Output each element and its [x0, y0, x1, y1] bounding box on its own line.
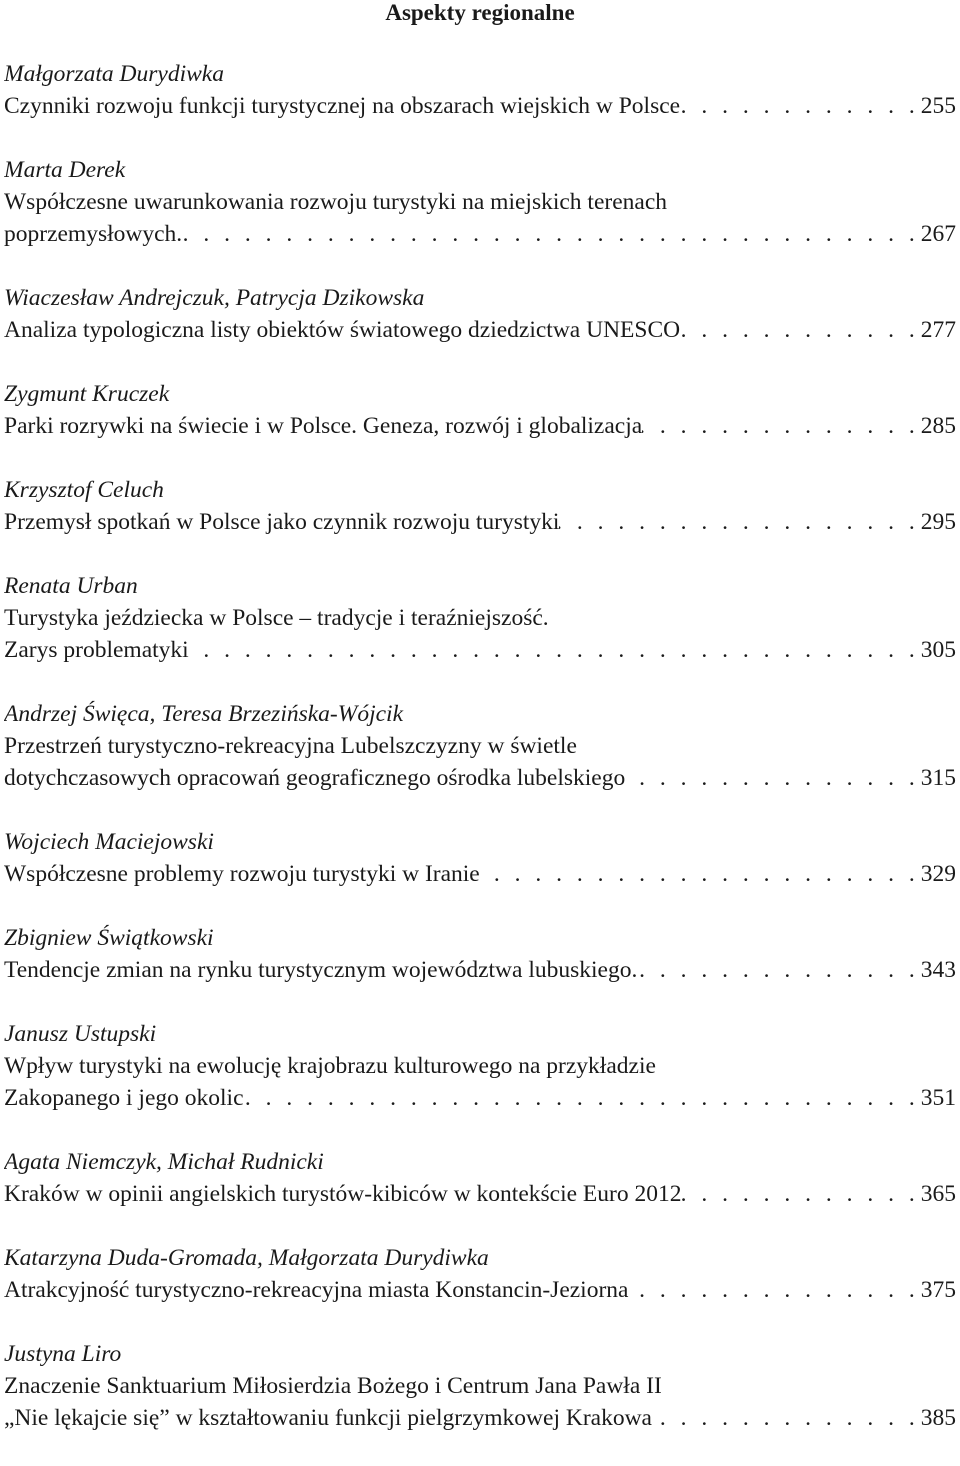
entry-title-line: [4, 1274, 956, 1306]
toc-entry: [4, 154, 956, 282]
entry-title-line: [4, 954, 956, 986]
entry-page-number: 255: [920, 93, 956, 119]
entry-title-line: [4, 314, 956, 346]
toc-entry: [4, 922, 956, 1018]
entry-title-line: [4, 762, 956, 794]
dot-leader: [680, 90, 919, 122]
entry-title-text: poprzemysłowych.: [4, 221, 183, 247]
entry-authors: Zbigniew Świątkowski: [4, 925, 214, 951]
entry-authors: Justyna Liro: [4, 1341, 122, 1367]
entry-page-number: 285: [920, 413, 956, 439]
entry-title-text: Przemysł spotkań w Polsce jako czynnik rozwoju turystyki: [4, 509, 560, 535]
entry-page-number: 343: [920, 957, 956, 983]
entry-authors: Agata Niemczyk, Michał Rudnicki: [4, 1149, 324, 1175]
entry-title-text: Współczesne uwarunkowania rozwoju turystyki na miejskich terenach: [4, 189, 668, 215]
entry-page-number: 277: [920, 317, 956, 343]
toc-entry: [4, 1338, 956, 1466]
dot-leader: [628, 1274, 918, 1306]
entry-title-line: [4, 634, 956, 666]
entry-title-text: Współczesne problemy rozwoju turystyki w Iranie: [4, 861, 480, 887]
entry-authors: Katarzyna Duda-Gromada, Małgorzata Durydiwka: [4, 1245, 489, 1271]
section-title: Aspekty regionalne: [385, 0, 575, 25]
entry-page-number: 329: [920, 861, 956, 887]
entry-page-number: 351: [920, 1085, 956, 1111]
entry-authors: Renata Urban: [4, 573, 138, 599]
dot-leader: [680, 314, 919, 346]
dot-leader: [244, 1082, 919, 1114]
toc-entry: [4, 474, 956, 570]
entry-title-text: „Nie lękajcie się” w kształtowaniu funkcji pielgrzymkowej Krakowa: [4, 1405, 652, 1431]
entry-authors: Janusz Ustupski: [4, 1021, 157, 1047]
dot-leader: [637, 954, 918, 986]
entry-title-line: [4, 1402, 956, 1434]
entry-authors: Andrzej Święca, Teresa Brzezińska-Wójcik: [4, 701, 404, 727]
entry-title-text: Wpływ turystyki na ewolucję krajobrazu kulturowego na przykładzie: [4, 1053, 656, 1079]
entry-title-text: Zarys problematyki: [4, 637, 189, 663]
entry-title-text: Przestrzeń turystyczno-rekreacyjna Lubelszczyzny w świetle: [4, 733, 577, 759]
entry-title-text: Czynniki rozwoju funkcji turystycznej na obszarach wiejskich w Polsce: [4, 93, 681, 119]
dot-leader: [642, 410, 919, 442]
entry-title-text: Tendencje zmian na rynku turystycznym województwa lubuskiego.: [4, 957, 638, 983]
dot-leader: [625, 762, 919, 794]
entry-page-number: 305: [920, 637, 956, 663]
entry-title-text: Zakopanego i jego okolic: [4, 1085, 244, 1111]
entry-title-text: Znaczenie Sanktuarium Miłosierdzia Bożego i Centrum Jana Pawła II: [4, 1373, 662, 1399]
entry-page-number: 315: [920, 765, 956, 791]
entry-title-line: [4, 218, 956, 250]
entry-authors: Małgorzata Durydiwka: [4, 61, 224, 87]
entry-page-number: 385: [920, 1405, 956, 1431]
entry-title-text: dotychczasowych opracowań geograficznego ośrodka lubelskiego: [4, 765, 626, 791]
dot-leader: [480, 858, 919, 890]
entry-title-line: [4, 858, 956, 890]
entry-title-line: [4, 506, 956, 538]
toc-entry: [4, 1018, 956, 1146]
toc-entries: [4, 58, 956, 1466]
toc-entry: [4, 378, 956, 474]
entry-title-line: [4, 410, 956, 442]
entry-title-text: Atrakcyjność turystyczno-rekreacyjna miasta Konstancin-Jeziorna: [4, 1277, 629, 1303]
entry-authors: Zygmunt Kruczek: [4, 381, 170, 407]
entry-authors: Marta Derek: [4, 157, 126, 183]
entry-page-number: 375: [920, 1277, 956, 1303]
entry-authors: Krzysztof Celuch: [4, 477, 164, 503]
dot-leader: [189, 634, 919, 666]
dot-leader: [559, 506, 918, 538]
dot-leader: [652, 1402, 919, 1434]
toc-entry: [4, 698, 956, 826]
entry-authors: Wojciech Maciejowski: [4, 829, 214, 855]
dot-leader: [182, 218, 919, 250]
entry-title-text: Analiza typologiczna listy obiektów światowego dziedzictwa UNESCO: [4, 317, 681, 343]
toc-entry: [4, 826, 956, 922]
entry-authors: Wiaczesław Andrejczuk, Patrycja Dzikowska: [4, 285, 425, 311]
entry-title-text: Kraków w opinii angielskich turystów-kibiców w kontekście Euro 2012: [4, 1181, 682, 1207]
toc-entry: [4, 1146, 956, 1242]
entry-page-number: 267: [920, 221, 956, 247]
entry-title-text: Parki rozrywki na świecie i w Polsce. Geneza, rozwój i globalizacja: [4, 413, 643, 439]
entry-title-line: [4, 1082, 956, 1114]
toc-entry: [4, 570, 956, 698]
entry-title-text: Turystyka jeździecka w Polsce – tradycje i teraźniejszość.: [4, 605, 549, 631]
dot-leader: [681, 1178, 918, 1210]
entry-title-line: [4, 1178, 956, 1210]
entry-page-number: 365: [920, 1181, 956, 1207]
entry-page-number: 295: [920, 509, 956, 535]
toc-entry: [4, 1242, 956, 1338]
toc-entry: [4, 282, 956, 378]
toc-entry: [4, 58, 956, 154]
entry-title-line: [4, 90, 956, 122]
